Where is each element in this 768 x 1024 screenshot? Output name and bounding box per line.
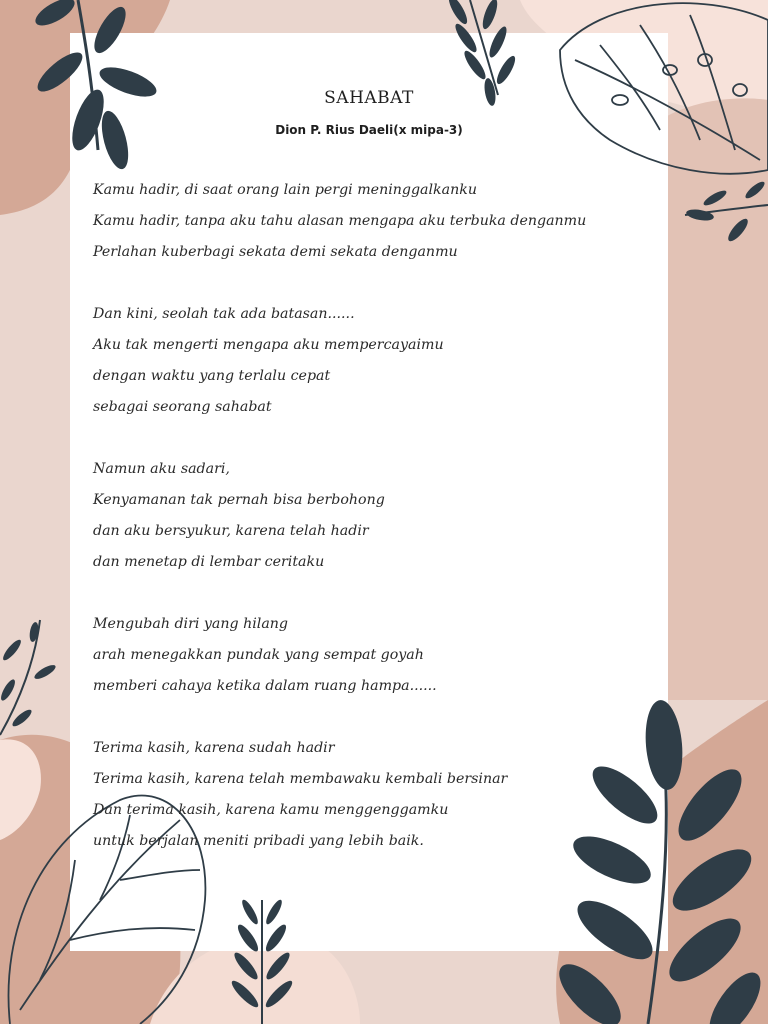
- poem-line: Namun aku sadari,: [93, 461, 230, 477]
- poem-line: Mengubah diri yang hilang: [93, 616, 289, 632]
- poem-line: dan menetap di lembar ceritaku: [93, 554, 325, 570]
- poem-line: dan aku bersyukur, karena telah hadir: [93, 523, 369, 539]
- poem-line: sebagai seorang sahabat: [93, 399, 272, 415]
- poem-line: Kamu hadir, di saat orang lain pergi meninggalkanku: [93, 182, 477, 198]
- poem-line: Dan terima kasih, karena kamu menggenggamku: [93, 802, 449, 818]
- poem-line: Terima kasih, karena telah membawaku kembali bersinar: [93, 771, 508, 787]
- poem-line: untuk berjalan meniti pribadi yang lebih baik.: [93, 833, 424, 849]
- poem-stanza: [93, 736, 663, 860]
- poem-line: Dan kini, seolah tak ada batasan......: [93, 306, 355, 322]
- poem-line: memberi cahaya ketika dalam ruang hampa......: [93, 678, 437, 694]
- poem-line: Kamu hadir, tanpa aku tahu alasan mengapa aku terbuka denganmu: [93, 213, 587, 229]
- poem-line: Kenyamanan tak pernah bisa berbohong: [93, 492, 385, 508]
- poem-line: Aku tak mengerti mengapa aku mempercayaimu: [93, 337, 444, 353]
- poem-author: Dion P. Rius Daeli(x mipa-3): [275, 123, 463, 137]
- poem-line: dengan waktu yang terlalu cepat: [93, 368, 331, 384]
- poem-stanza: [93, 612, 663, 705]
- poem-line: arah menegakkan pundak yang sempat goyah: [93, 647, 424, 663]
- blob-shape: [660, 98, 768, 700]
- poem-title: SAHABAT: [324, 88, 414, 108]
- poem-stanza: [93, 178, 663, 271]
- poem-line: Terima kasih, karena sudah hadir: [93, 740, 335, 756]
- poem-stanza: [93, 302, 663, 426]
- poem-stanza: [93, 457, 663, 581]
- poem-line: Perlahan kuberbagi sekata demi sekata denganmu: [93, 244, 458, 260]
- poem-body: [93, 178, 663, 891]
